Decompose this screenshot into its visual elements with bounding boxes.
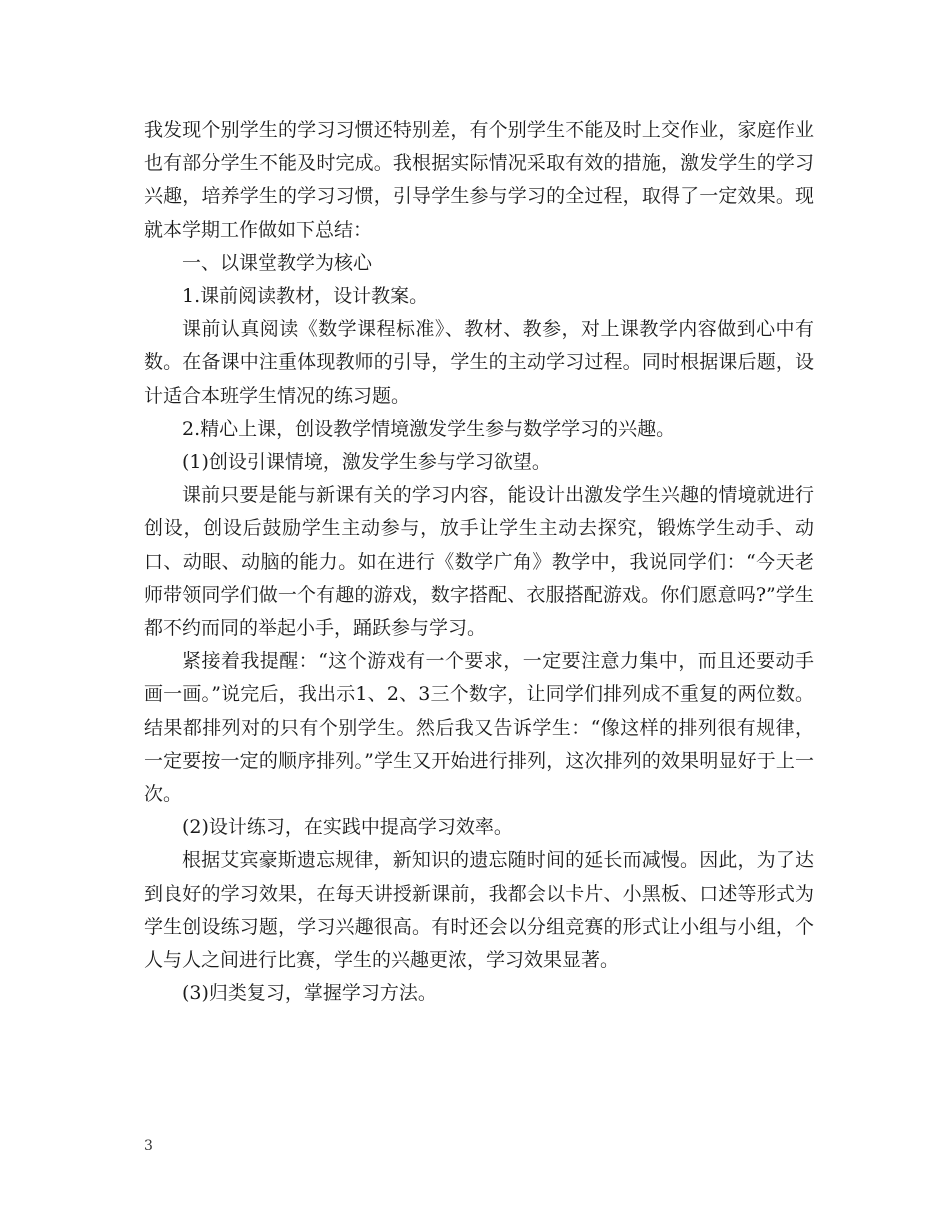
paragraph: 课前只要是能与新课有关的学习内容，能设计出激发学生兴趣的情境就进行创设，创设后鼓励学生主动参与，放手让学生主动去探究，锻炼学生动手、动口、动眼、动脑的能力。如在进行《数学广角》教学中，我说同学们：“今天老师带领同学们做一个有趣的游戏，数字搭配、衣服搭配游戏。你们愿意吗?”学生都不约而同的举起小手，踊跃参与学习。	[144, 484, 814, 640]
page-number: 3	[144, 1138, 153, 1154]
subheading-2-2: (2)设计练习，在实践中提高学习效率。	[182, 816, 513, 839]
subheading-2-3: (3)归类复习，掌握学习方法。	[182, 982, 437, 1005]
subheading-1: 1.课前阅读教材，设计教案。	[182, 285, 429, 308]
page-body	[144, 114, 814, 1010]
paragraph: 根据艾宾豪斯遗忘规律，新知识的遗忘随时间的延长而减慢。因此，为了达到良好的学习效果，在每天讲授新课前，我都会以卡片、小黑板、口述等形式为学生创设练习题，学习兴趣很高。有时还会以分组竞赛的形式让小组与小组，个人与人之间进行比赛，学生的兴趣更浓，学习效果显著。	[144, 849, 814, 972]
subheading-2: 2.精心上课，创设教学情境激发学生参与数学学习的兴趣。	[182, 417, 676, 440]
section-heading: 一、以课堂教学为核心	[182, 251, 373, 274]
subheading-2-1: (1)创设引课情境，激发学生参与学习欲望。	[182, 451, 551, 474]
paragraph-intro-continuation: 我发现个别学生的学习习惯还特别差，有个别学生不能及时上交作业，家庭作业也有部分学生不能及时完成。我根据实际情况采取有效的措施，激发学生的学习兴趣，培养学生的学习习惯，引导学生参与学习的全过程，取得了一定效果。现就本学期工作做如下总结：	[144, 119, 814, 241]
paragraph: 课前认真阅读《数学课程标准》、教材、教参，对上课教学内容做到心中有数。在备课中注重体现教师的引导，学生的主动学习过程。同时根据课后题，设计适合本班学生情况的练习题。	[144, 318, 814, 407]
paragraph: 紧接着我提醒：“这个游戏有一个要求，一定要注意力集中，而且还要动手画一画。”说完后，我出示1、2、3三个数字，让同学们排列成不重复的两位数。结果都排列对的只有个别学生。然后我又告诉学生：“像这样的排列很有规律，一定要按一定的顺序排列。”学生又开始进行排列，这次排列的效果明显好于上一次。	[144, 650, 814, 806]
